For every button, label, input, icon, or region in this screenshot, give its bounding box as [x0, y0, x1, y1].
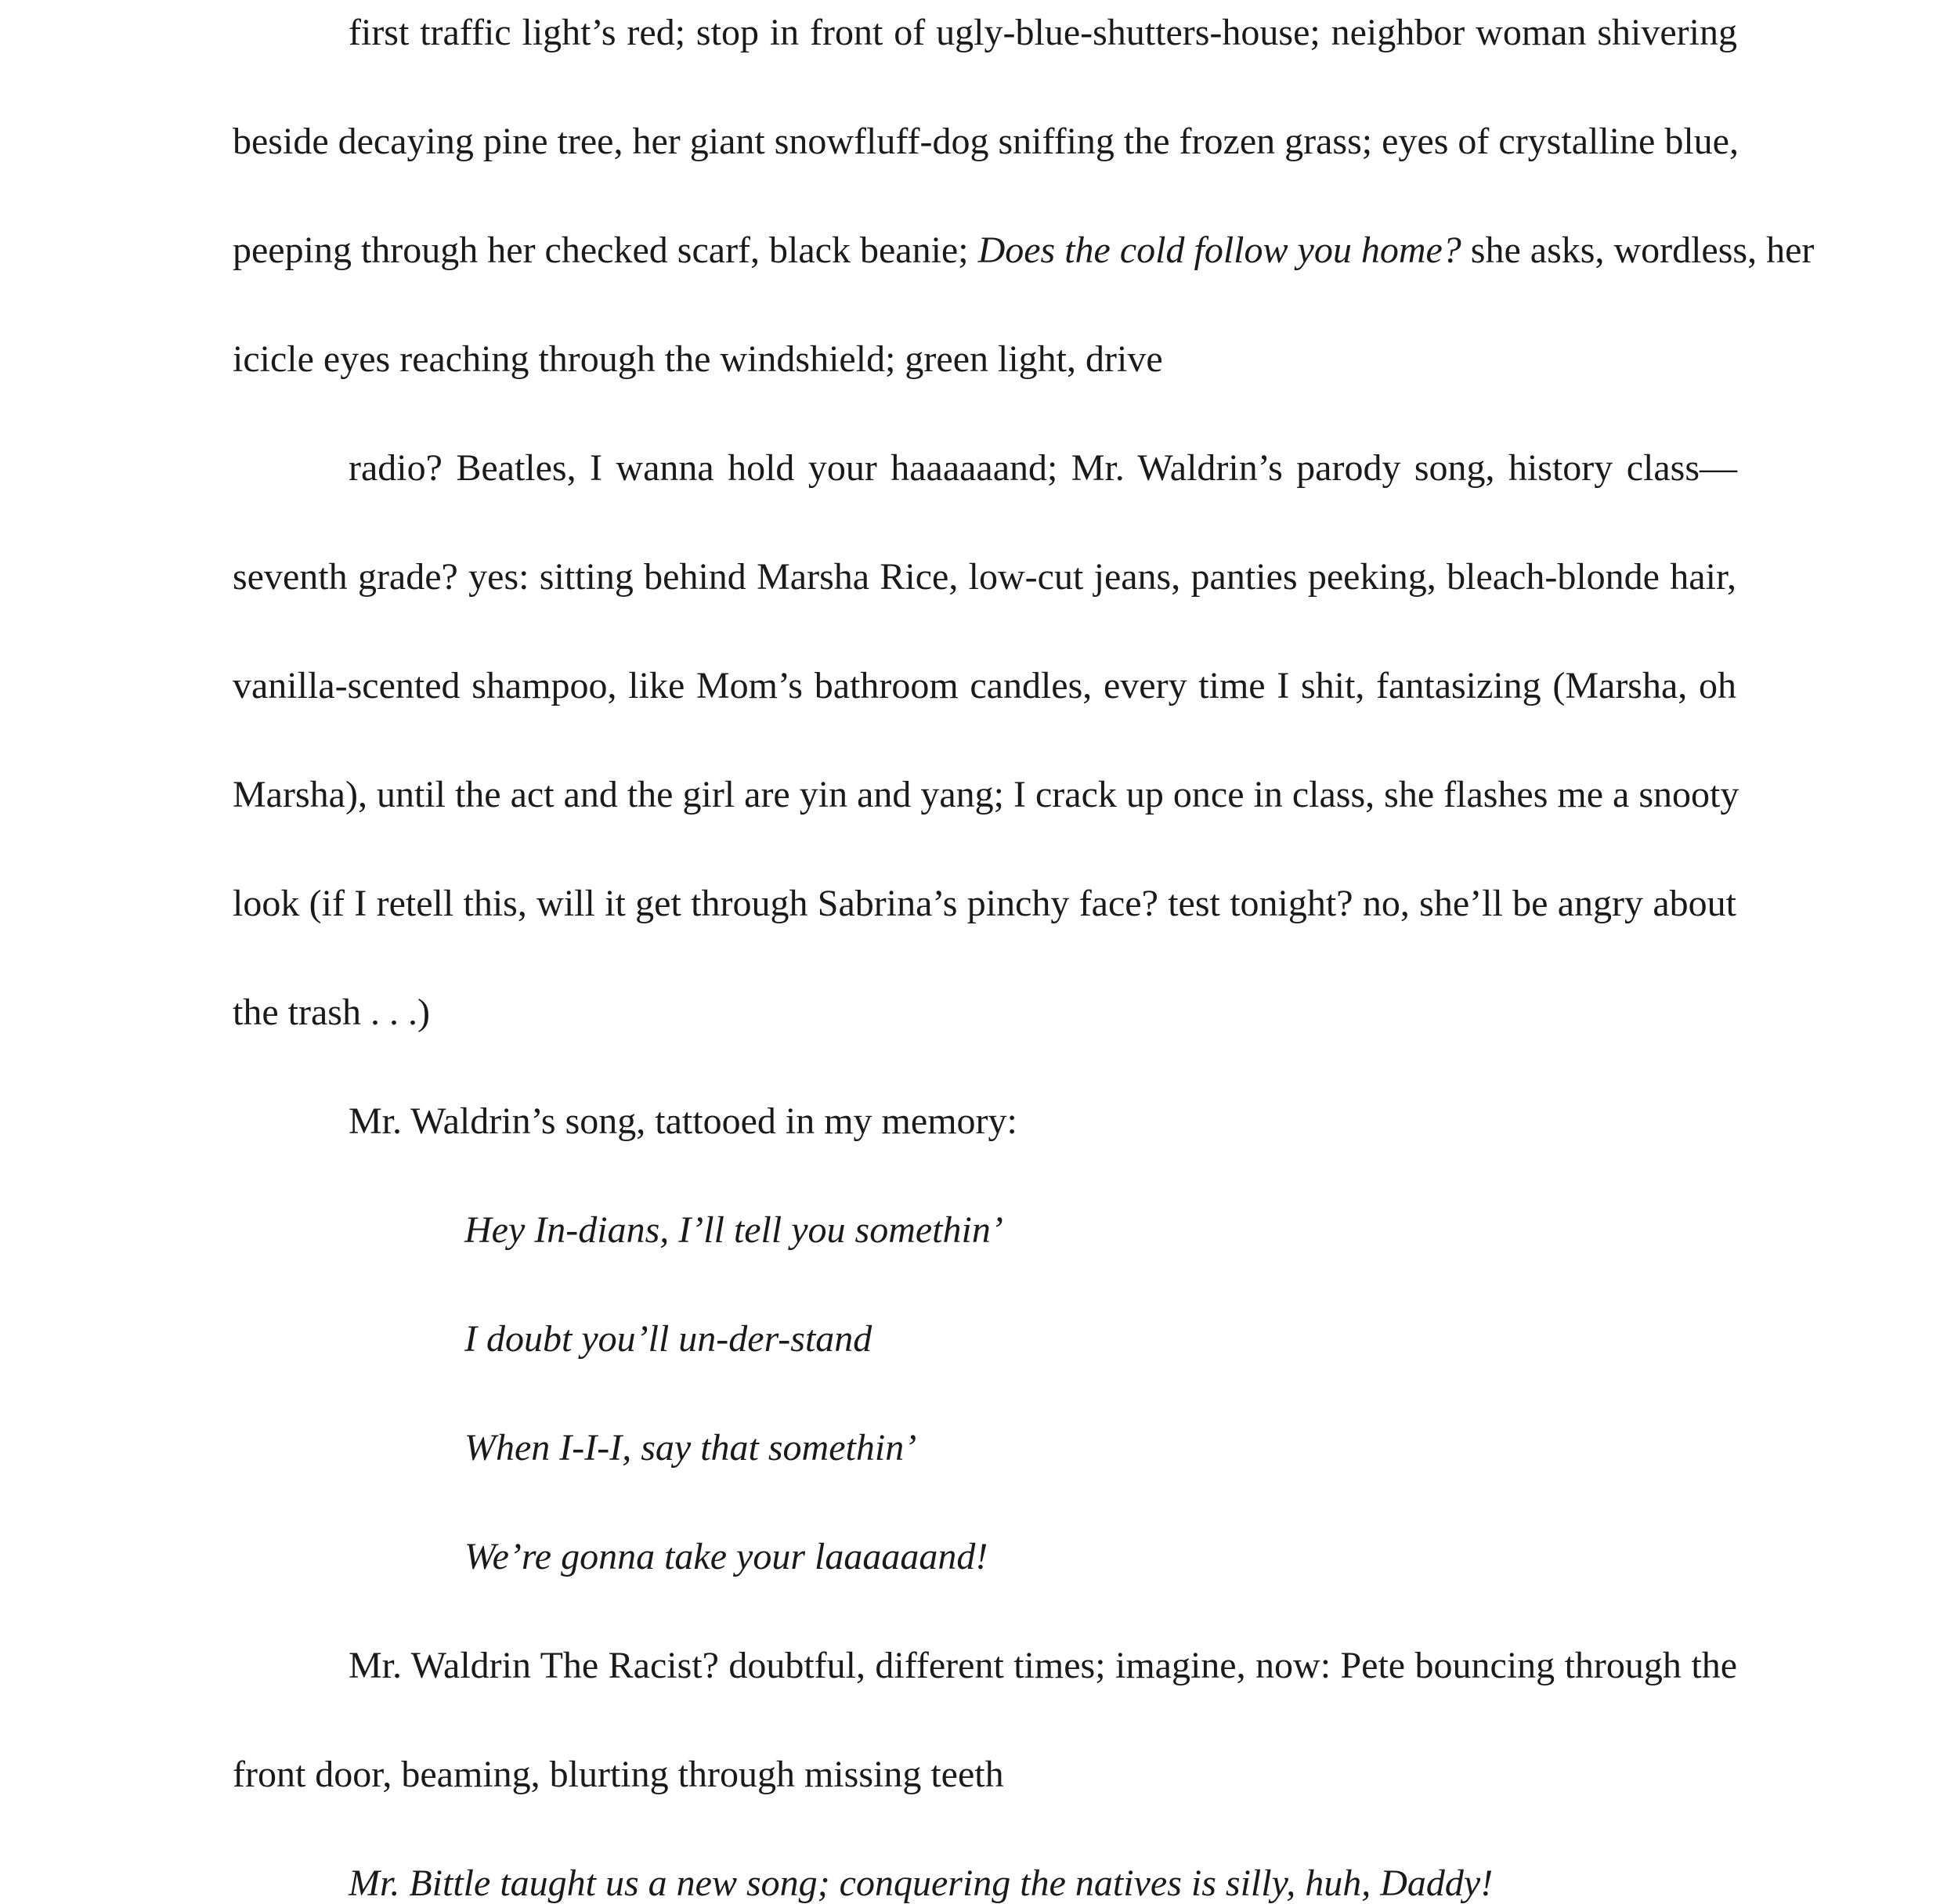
text-line-9: look (if I retell this, will it get through Sabrina’s pinchy face? test tonight? no, she’ll be angry about — [233, 883, 1736, 924]
text-line-3 — [233, 229, 1815, 271]
text-line-16: Mr. Waldrin The Racist? doubtful, different times; imagine, now: Pete bouncing through the — [349, 1645, 1737, 1686]
song-line-1: Hey In-dians, I’ll tell you somethin’ — [464, 1209, 1003, 1251]
text-line-8: Marsha), until the act and the girl are yin and yang; I crack up once in class, she flashes me a snooty — [233, 774, 1739, 815]
text-line-3-start: peeping through her checked scarf, black beanie; — [233, 229, 969, 271]
text-line-2: beside decaying pine tree, her giant snowfluff-dog sniffing the frozen grass; eyes of crystalline blue, — [233, 121, 1739, 162]
text-line-4: icicle eyes reaching through the windshield; green light, drive — [233, 338, 1163, 380]
text-line-17: front door, beaming, blurting through missing teeth — [233, 1754, 1004, 1795]
text-line-11: Mr. Waldrin’s song, tattooed in my memory: — [349, 1100, 1017, 1142]
text-line-6: seventh grade? yes: sitting behind Marsha Rice, low-cut jeans, panties peeking, bleach-blonde hair, — [233, 556, 1736, 598]
italic-question: Does the cold follow you home? — [977, 229, 1461, 271]
text-line-3-end: she asks, wordless, her — [1470, 229, 1815, 271]
italic-dialogue-line: Mr. Bittle taught us a new song; conquering the natives is silly, huh, Daddy! — [349, 1862, 1494, 1904]
text-line-5: radio? Beatles, I wanna hold your haaaaaand; Mr. Waldrin’s parody song, history class— — [349, 447, 1737, 489]
song-line-3: When I-I-I, say that somethin’ — [464, 1427, 917, 1469]
song-line-4: We’re gonna take your laaaaaand! — [464, 1536, 988, 1577]
text-line-10: the trash . . .) — [233, 992, 430, 1033]
text-line-7: vanilla-scented shampoo, like Mom’s bathroom candles, every time I shit, fantasizing (Marsha, oh — [233, 665, 1736, 706]
song-line-2: I doubt you’ll un-der-stand — [464, 1318, 872, 1360]
text-line-1: first traffic light’s red; stop in front of ugly-blue-shutters-house; neighbor woman shivering — [349, 12, 1737, 53]
